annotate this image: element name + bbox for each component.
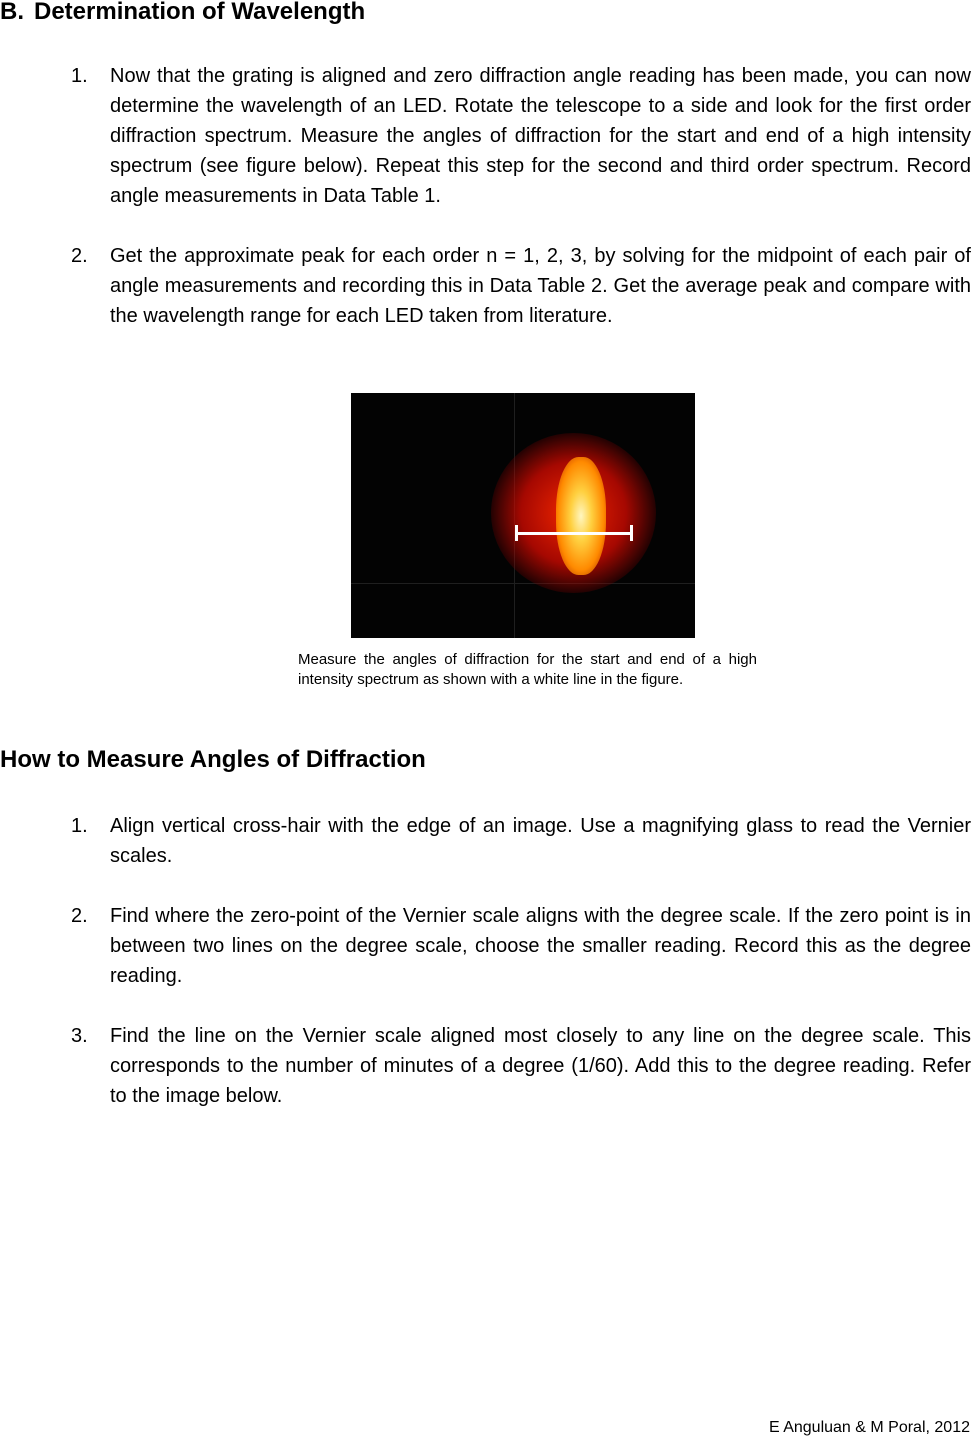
step-text: Find the line on the Vernier scale aligned most closely to any line on the degree scale. This corresponds to the number of minutes of a degree (1/60). Add this to the degree reading. Refer to the image below. [110, 1025, 971, 1107]
step-text: Get the approximate peak for each order n = 1, 2, 3, by solving for the midpoint of each pair of angle measurements and recording this in Data Table 2. Get the average peak and compare with the wavelength range for each LED taken from literature. [110, 245, 971, 327]
how-to-measure-heading: How to Measure Angles of Diffraction [0, 746, 426, 773]
measure-steps-list [0, 811, 971, 1111]
step-text: Now that the grating is aligned and zero diffraction angle reading has been made, you can now determine the wavelength of an LED. Rotate the telescope to a side and look for the first order diffraction spectrum. Measure the angles of diffraction for the start and end of a high intensity spectrum (see figure below). Repeat this step for the second and third order spectrum. Record angle measurements in Data Table 1. [110, 65, 971, 207]
step-number: 1. [71, 65, 88, 87]
figure-caption: Measure the angles of diffraction for the start and end of a high intensity spectrum as shown with a white line in the figure. [298, 651, 757, 688]
spectrum-core [556, 457, 606, 575]
step-text: Align vertical cross-hair with the edge of an image. Use a magnifying glass to read the Vernier scales. [110, 815, 971, 867]
list-item [0, 811, 971, 871]
measurement-line [517, 532, 631, 535]
footer-credit: E Anguluan & M Poral, 2012 [768, 1419, 970, 1436]
step-number: 3. [71, 1025, 88, 1047]
list-item [0, 901, 971, 991]
list-item [0, 1021, 971, 1111]
step-number: 1. [71, 815, 88, 837]
step-number: 2. [71, 245, 88, 267]
step-text: Find where the zero-point of the Vernier scale aligns with the degree scale. If the zero point is in between two lines on the degree scale, choose the smaller reading. Record this as the degree reading. [110, 905, 971, 987]
section-b-heading [0, 0, 365, 26]
wavelength-steps-list [0, 61, 971, 331]
diffraction-spectrum-image [351, 393, 695, 638]
measurement-end-tick [630, 525, 633, 541]
list-item [0, 241, 971, 331]
step-number: 2. [71, 905, 88, 927]
crosshair-horizontal [351, 583, 695, 584]
measurement-start-tick [515, 525, 518, 541]
section-letter: B. [0, 0, 24, 25]
section-b-title: Determination of Wavelength [34, 0, 366, 25]
list-item [0, 61, 971, 211]
